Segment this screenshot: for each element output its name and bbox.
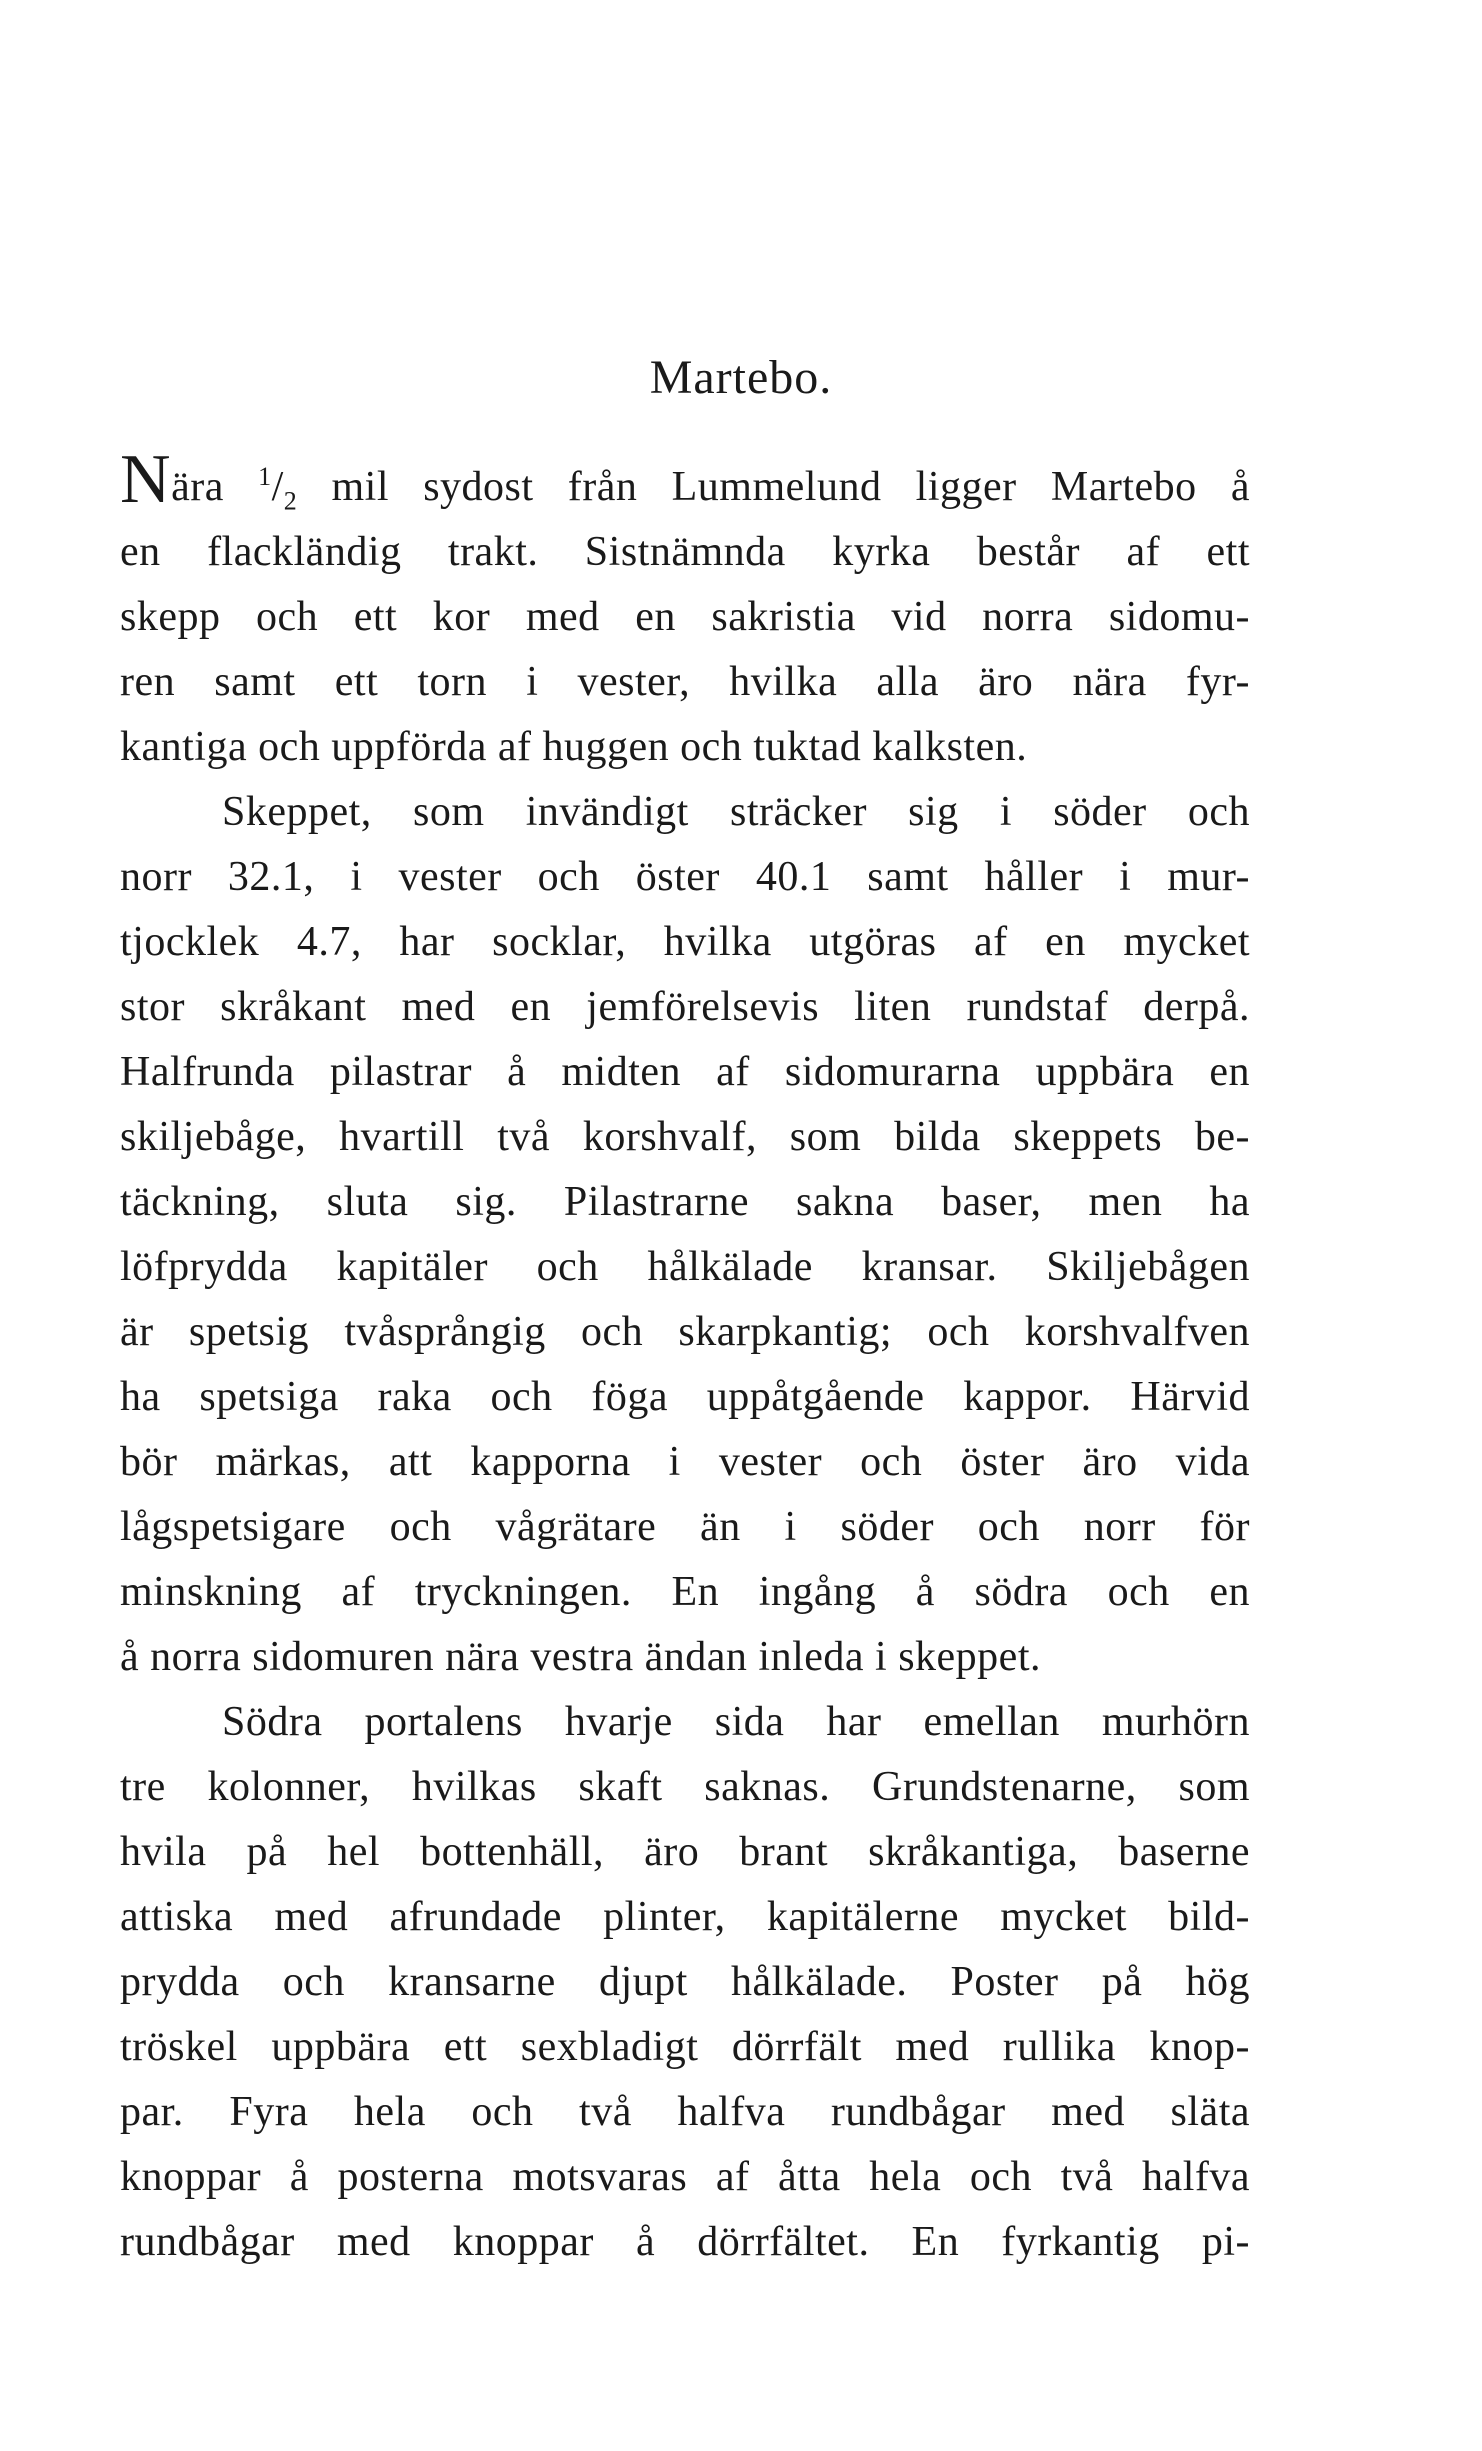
text-line: bör märkas, att kapporna i vester och öster äro vida xyxy=(120,1439,1250,1485)
text-line: knoppar å posterna motsvaras af åtta hela och två halfva xyxy=(120,2154,1250,2200)
text-line: stor skråkant med en jemförelsevis liten rundstaf derpå. xyxy=(120,984,1250,1030)
text-line: rundbågar med knoppar å dörrfältet. En fyrkantig pi- xyxy=(120,2219,1250,2265)
text-line: norr 32.1, i vester och öster 40.1 samt håller i mur- xyxy=(120,854,1250,900)
text-line: är spetsig tvåsprångig och skarpkantig; och korshvalfven xyxy=(120,1309,1250,1355)
text-line: skepp och ett kor med en sakristia vid norra sidomu- xyxy=(120,594,1250,640)
fraction-denominator: 2 xyxy=(283,486,298,516)
text-line: löfprydda kapitäler och hålkälade kransar. Skiljebågen xyxy=(120,1244,1250,1290)
text-line: tre kolonner, hvilkas skaft saknas. Grundstenarne, som xyxy=(120,1764,1250,1810)
text-line: ha spetsiga raka och föga uppåtgående kappor. Härvid xyxy=(120,1374,1250,1420)
text-line: täckning, sluta sig. Pilastrarne sakna baser, men ha xyxy=(120,1179,1250,1225)
text-fragment: ära xyxy=(171,464,224,510)
body-text xyxy=(120,441,1251,2275)
text-line: hvila på hel bottenhäll, äro brant skråkantiga, baserne xyxy=(120,1829,1250,1875)
text-line: skiljebåge, hvartill två korshvalf, som bilda skeppets be- xyxy=(120,1114,1250,1160)
text-line: minskning af tryckningen. En ingång å södra och en xyxy=(120,1569,1250,1615)
text-line: tjocklek 4.7, har socklar, hvilka utgöras af en mycket xyxy=(120,919,1250,965)
text-line: Skeppet, som invändigt sträcker sig i söder och xyxy=(222,789,1250,835)
text-line: par. Fyra hela och två halfva rundbågar med släta xyxy=(120,2089,1250,2135)
text-line: Södra portalens hvarje sida har emellan murhörn xyxy=(222,1699,1250,1745)
fraction: $^1/_2$ xyxy=(258,462,298,516)
text-line: Halfrunda pilastrar å midten af sidomurarna uppbära en xyxy=(120,1049,1250,1095)
text-line: å norra sidomuren nära vestra ändan inleda i skeppet. xyxy=(120,1634,1041,1680)
text-line: tröskel uppbära ett sexbladigt dörrfält med rullika knop- xyxy=(120,2024,1250,2070)
page-title: Martebo. xyxy=(649,351,833,404)
text-fragment: mil sydost från Lummelund ligger Martebo å xyxy=(331,464,1251,510)
fraction-numerator: 1 xyxy=(258,462,272,491)
text-line: attiska med afrundade plinter, kapitälerne mycket bild- xyxy=(120,1894,1250,1940)
text-line: lågspetsigare och vågrätare än i söder och norr för xyxy=(120,1504,1250,1550)
text-line xyxy=(120,441,1251,520)
text-line: prydda och kransarne djupt hålkälade. Poster på hög xyxy=(120,1959,1250,2005)
text-line: ren samt ett torn i vester, hvilka alla äro nära fyr- xyxy=(120,659,1250,705)
drop-cap: N xyxy=(120,441,172,518)
text-line: en flackländig trakt. Sistnämnda kyrka består af ett xyxy=(120,529,1250,575)
text-line: kantiga och uppförda af huggen och tuktad kalksten. xyxy=(120,724,1028,770)
